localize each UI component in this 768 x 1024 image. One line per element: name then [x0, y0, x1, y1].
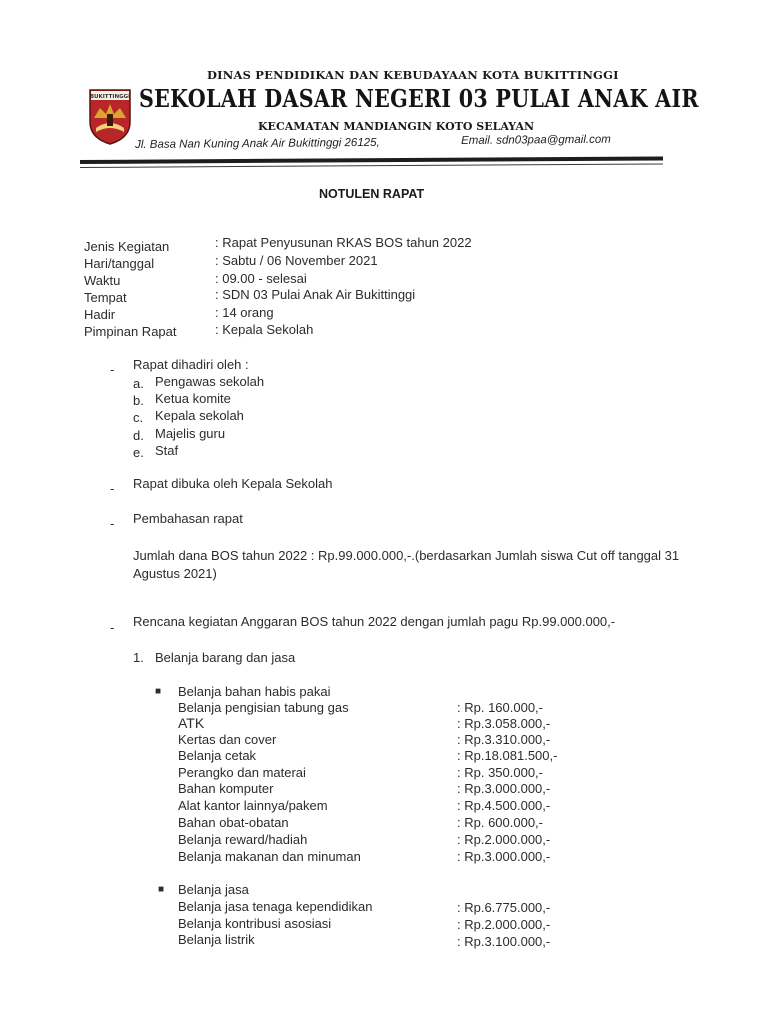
attendance-heading: Rapat dihadiri oleh :	[133, 357, 249, 372]
group-title: Belanja bahan habis pakai	[178, 684, 331, 699]
detail-label: Jenis Kegiatan	[84, 239, 170, 254]
detail-label: Pimpinan Rapat	[84, 324, 177, 339]
budget-item: Belanja listrik	[178, 932, 255, 947]
school-name: SEKOLAH DASAR NEGERI 03 PULAI ANAK AIR	[139, 84, 699, 113]
budget-item: Belanja reward/hadiah	[178, 832, 308, 847]
list-letter: e.	[133, 445, 144, 460]
budget-item: ATK	[178, 715, 205, 731]
attendee-item: Kepala sekolah	[155, 408, 244, 423]
list-letter: b.	[133, 393, 144, 408]
opening-statement: Rapat dibuka oleh Kepala Sekolah	[133, 476, 333, 491]
budget-amount: : Rp. 600.000,-	[457, 815, 543, 830]
budget-amount: : Rp.6.775.000,-	[457, 900, 551, 915]
detail-value: : Rapat Penyusunan RKAS BOS tahun 2022	[215, 235, 472, 250]
detail-value: : 14 orang	[215, 305, 274, 320]
budget-item: Belanja cetak	[178, 748, 257, 763]
school-email: Email. sdn03paa@gmail.com	[461, 133, 611, 147]
school-logo	[88, 88, 132, 146]
plan-heading: Rencana kegiatan Anggaran BOS tahun 2022 dengan jumlah pagu Rp.99.000.000,-	[133, 614, 616, 629]
budget-item: Belanja kontribusi asosiasi	[178, 916, 332, 931]
agency-name: DINAS PENDIDIKAN DAN KEBUDAYAAN KOTA BUKITTINGGI	[207, 68, 619, 82]
detail-label: Waktu	[84, 273, 121, 288]
budget-amount: : Rp.2.000.000,-	[457, 832, 551, 847]
school-address: Jl. Basa Nan Kuning Anak Air Bukittinggi 26125,	[135, 136, 380, 151]
budget-amount: : Rp. 160.000,-	[457, 700, 543, 715]
budget-amount: : Rp.18.081.500,-	[457, 748, 558, 763]
section-number: 1.	[133, 650, 144, 665]
bullet-marker: ■	[155, 686, 162, 697]
attendee-item: Ketua komite	[155, 391, 231, 406]
budget-amount: : Rp.3.058.000,-	[457, 716, 551, 731]
dash-marker: -	[110, 481, 115, 496]
attendee-item: Pengawas sekolah	[155, 374, 265, 389]
budget-item: Belanja makanan dan minuman	[178, 849, 361, 864]
detail-label: Hadir	[84, 307, 116, 322]
dash-marker: -	[110, 362, 115, 377]
district-name: KECAMATAN MANDIANGIN KOTO SELAYAN	[258, 120, 535, 133]
list-letter: c.	[133, 410, 144, 425]
dash-marker: -	[110, 620, 115, 635]
attendee-item: Staf	[155, 443, 179, 458]
svg-text:BUKITTINGGI: BUKITTINGGI	[89, 94, 131, 100]
letterhead-rule-thin	[80, 163, 663, 168]
budget-amount: : Rp.3.310.000,-	[457, 732, 551, 747]
detail-value: : 09.00 - selesai	[215, 271, 307, 286]
detail-label: Tempat	[84, 290, 127, 305]
budget-amount: : Rp.3.100.000,-	[457, 934, 551, 949]
bullet-marker: ■	[158, 884, 165, 895]
list-letter: a.	[133, 376, 144, 391]
discussion-heading: Pembahasan rapat	[133, 511, 243, 526]
discussion-text-line2: Agustus 2021)	[133, 566, 217, 581]
budget-item: Perangko dan materai	[178, 765, 306, 780]
detail-label: Hari/tanggal	[84, 256, 155, 271]
detail-value: : SDN 03 Pulai Anak Air Bukittinggi	[215, 287, 416, 302]
budget-item: Kertas dan cover	[178, 732, 277, 747]
detail-value: : Kepala Sekolah	[215, 322, 314, 337]
budget-amount: : Rp.3.000.000,-	[457, 781, 551, 796]
group-title: Belanja jasa	[178, 882, 249, 897]
budget-item: Bahan obat-obatan	[178, 815, 289, 830]
budget-item: Alat kantor lainnya/pakem	[178, 798, 328, 813]
section-title: Belanja barang dan jasa	[155, 650, 296, 665]
discussion-text-line1: Jumlah dana BOS tahun 2022 : Rp.99.000.000,-.(berdasarkan Jumlah siswa Cut off tanggal 31	[133, 548, 680, 563]
detail-value: : Sabtu / 06 November 2021	[215, 253, 378, 268]
budget-item: Belanja pengisian tabung gas	[178, 700, 349, 715]
budget-item: Belanja jasa tenaga kependidikan	[178, 899, 373, 914]
budget-amount: : Rp.2.000.000,-	[457, 917, 551, 932]
list-letter: d.	[133, 428, 144, 443]
budget-amount: : Rp. 350.000,-	[457, 765, 543, 780]
dash-marker: -	[110, 516, 115, 531]
budget-amount: : Rp.4.500.000,-	[457, 798, 551, 813]
budget-item: Bahan komputer	[178, 781, 274, 796]
budget-amount: : Rp.3.000.000,-	[457, 849, 551, 864]
document-title: NOTULEN RAPAT	[319, 187, 425, 201]
attendee-item: Majelis guru	[155, 426, 226, 441]
letterhead-rule-thick	[80, 156, 663, 164]
